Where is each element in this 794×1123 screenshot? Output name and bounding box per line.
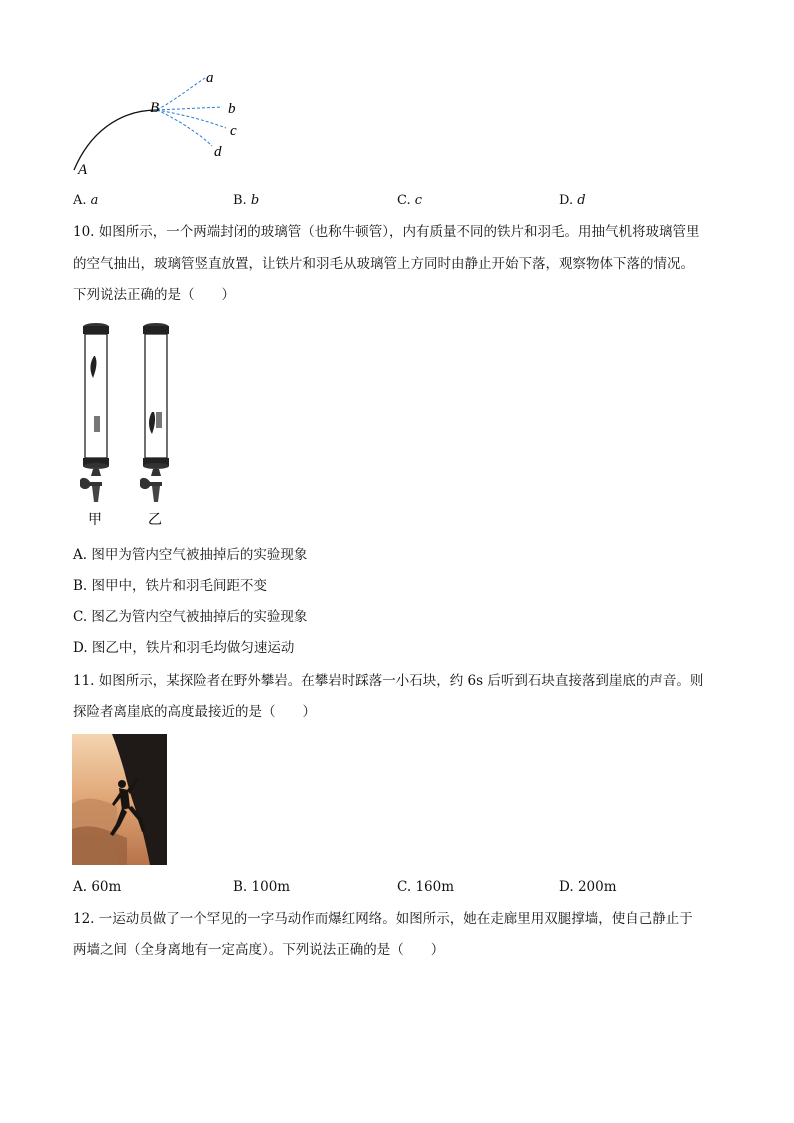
q11-option-d[interactable]: D. 200m	[559, 879, 617, 895]
q10-stem-line-2: 的空气抽出，玻璃管竖直放置，让铁片和羽毛从玻璃管上方同时由静止开始下落，观察物体下落的情况。	[73, 256, 694, 272]
q10-option-b[interactable]: B. 图甲中，铁片和羽毛间距不变	[73, 578, 268, 594]
q9-option-a[interactable]: A. a	[73, 193, 99, 208]
iron-piece-icon	[156, 412, 162, 428]
iron-piece-icon	[94, 416, 100, 432]
label-d: d	[214, 144, 222, 160]
q11-option-a[interactable]: A. 60m	[73, 879, 122, 895]
q9-option-d[interactable]: D. d	[559, 193, 586, 208]
label-b: b	[228, 101, 236, 117]
q10-stem-line-3: 下列说法正确的是（ ）	[73, 287, 235, 303]
q11-stem-line-2: 探险者离崖底的高度最接近的是（ ）	[73, 704, 316, 720]
q11-option-b[interactable]: B. 100m	[233, 879, 291, 895]
trajectory-figure	[60, 62, 260, 182]
dashed-path-d	[157, 110, 212, 146]
newton-tube-figure	[68, 318, 188, 530]
feather-icon	[90, 356, 96, 378]
rock-climber-photo	[72, 734, 167, 865]
q9-option-c[interactable]: C. c	[397, 193, 423, 208]
dashed-path-a	[157, 78, 205, 110]
label-A: A	[78, 162, 88, 178]
dashed-path-c	[157, 110, 226, 128]
label-c: c	[230, 123, 237, 139]
label-B: B	[150, 100, 160, 116]
q10-stem-line-1: 10. 如图所示，一个两端封闭的玻璃管（也称牛顿管），内有质量不同的铁片和羽毛。用抽气机将玻璃管里	[73, 224, 700, 240]
q9-option-b[interactable]: B. b	[233, 193, 260, 208]
label-a: a	[206, 70, 214, 86]
tube-label-jia: 甲	[88, 512, 102, 528]
q10-option-c[interactable]: C. 图乙为管内空气被抽掉后的实验现象	[73, 609, 308, 625]
tube-label-yi: 乙	[148, 512, 162, 528]
tube-yi	[140, 323, 169, 528]
feather-icon	[149, 412, 155, 434]
q12-stem-line-2: 两墙之间（全身离地有一定高度）。下列说法正确的是（ ）	[73, 942, 445, 958]
q10-option-a[interactable]: A. 图甲为管内空气被抽掉后的实验现象	[73, 547, 308, 563]
q11-stem-line-1: 11. 如图所示，某探险者在野外攀岩。在攀岩时踩落一小石块，约 6s 后听到石块直接落到崖底的声音。则	[73, 673, 704, 689]
dashed-path-b	[157, 107, 222, 110]
curve-path-AB	[74, 110, 157, 170]
tube-jia	[80, 323, 109, 528]
q10-option-d[interactable]: D. 图乙中，铁片和羽毛均做匀速运动	[73, 640, 295, 656]
q12-stem-line-1: 12. 一运动员做了一个罕见的一字马动作而爆红网络。如图所示，她在走廊里用双腿撑墙，使自己静止于	[73, 911, 693, 927]
q11-option-c[interactable]: C. 160m	[397, 879, 455, 895]
